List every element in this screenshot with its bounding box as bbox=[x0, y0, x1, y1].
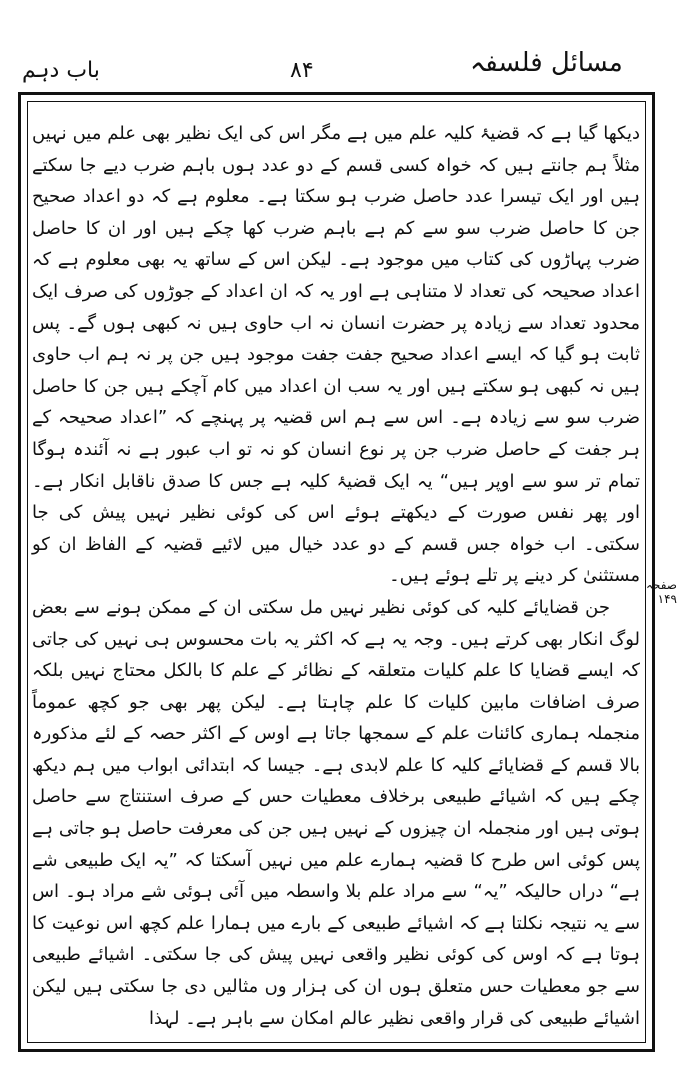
margin-page-reference: صفحہ ۱۴۹ bbox=[645, 578, 677, 606]
chapter-label: باب دہم bbox=[22, 58, 100, 83]
paragraph-1: دیکھا گیا ہے کہ قضیۂ کلیہ علم میں ہے مگر اس کی ایک نظیر بھی علم میں نہیں مثلاً ہم جانتے ہیں کہ خواہ کسی قسم کے دو عدد ہوں باہم ضرب دیے جا سکتے ہیں اور ایک تیسرا عدد حاصل ضرب ہو سکتا ہے۔ معلوم ہے کہ دو اعداد صحیح جن کا حاصل ضرب سو سے کم ہے باہم ضرب کھا چکے ہیں اور ان کا حاصل ضرب پہاڑوں کی کتاب میں موجود ہے۔ لیکن اس کے ساتھ یہ بھی معلوم ہے کہ اعداد صحیحہ کی تعداد لا متناہی ہے اور یہ کہ ان اعداد کے جوڑوں کی صرف ایک محدود تعداد سے زیادہ پر حضرت انسان نہ اب حاوی ہیں نہ کبھی ہوں گے۔ پس ثابت ہو گیا کہ ایسے اعداد صحیح جفت جفت موجود ہیں جن پر نہ ہم اب حاوی ہیں نہ کبھی ہو سکتے ہیں اور یہ سب ان اعداد میں کام آچکے ہیں جن کا حاصل ضرب سو سے زیادہ ہے۔ اس سے ہم اس قضیہ پر پہنچے کہ ”اعداد صحیحہ کے ہر جفت کے حاصل ضرب جن پر نوع انسان کو نہ تو اب عبور ہے نہ آئندہ ہوگا تمام تر سو سے اوپر ہیں“ یہ ایک قضیۂ کلیہ ہے جس کا صدق ناقابل انکار ہے۔ اور پھر نفس صورت کے دیکھتے ہوئے اس کی کوئی نظیر نہیں پیش کی جا سکتی۔ اب خواہ جس قسم کے دو عدد خیال میں لائیے قضیہ کے الفاظ ان کو مستثنیٰ کر دینے پر تلے ہوئے ہیں۔ bbox=[32, 123, 640, 587]
paragraph-2: جن قضایائے کلیہ کی کوئی نظیر نہیں مل سکتی ان کے ممکن ہونے سے بعض لوگ انکار بھی کرتے ہیں۔ وجہ یہ ہے کہ اکثر یہ بات محسوس ہی نہیں کی جاتی کہ ایسے قضایا کا علم کلیات متعلقہ کے نظائر کے علم کا بالکل محتاج نہیں بلکہ صرف اضافات مابین کلیات کا علم چاہتا ہے۔ لیکن پھر بھی جو کچھ عموماً منجملہ ہماری کائنات علم کے سمجھا جاتا ہے اوس کے اکثر حصہ کے لئے مذکورہ بالا قسم کے قضایائے کلیہ کا علم لابدی ہے۔ جیسا کہ ابتدائی ابواب میں ہم دیکھ چکے ہیں کہ اشیائے طبیعی برخلاف معطیات حس کے صرف استنتاج سے حاصل ہوتی ہیں اور منجملہ ان چیزوں کے نہیں ہیں جن کی معرفت حاصل ہو جاتی ہے پس کوئی اس طرح کا قضیہ ہمارے علم میں نہیں آسکتا کہ ”یہ ایک طبیعی شے ہے“ دراں حالیکہ ”یہ“ سے مراد علم بلا واسطہ میں آئی ہوئی شے مراد ہو۔ اس سے یہ نتیجہ نکلتا ہے کہ اشیائے طبیعی کے بارے میں ہمارا علم کچھ اس نوعیت کا ہوتا ہے کہ اوس کی کوئی نظیر واقعی نہیں پیش کی جا سکتی۔ اشیائے طبیعی سے جو معطیات حس متعلق ہوں ان کی ہزار وں مثالیں دی جا سکتی ہیں لیکن اشیائے طبیعی کی قرار واقعی نظیر عالم امکان سے باہر ہے۔ لہذا bbox=[32, 596, 640, 1029]
book-title: مسائل فلسفہ bbox=[470, 48, 623, 78]
body-text bbox=[32, 118, 640, 1034]
page-header bbox=[0, 0, 677, 83]
page-number: ۸۴ bbox=[290, 58, 314, 83]
